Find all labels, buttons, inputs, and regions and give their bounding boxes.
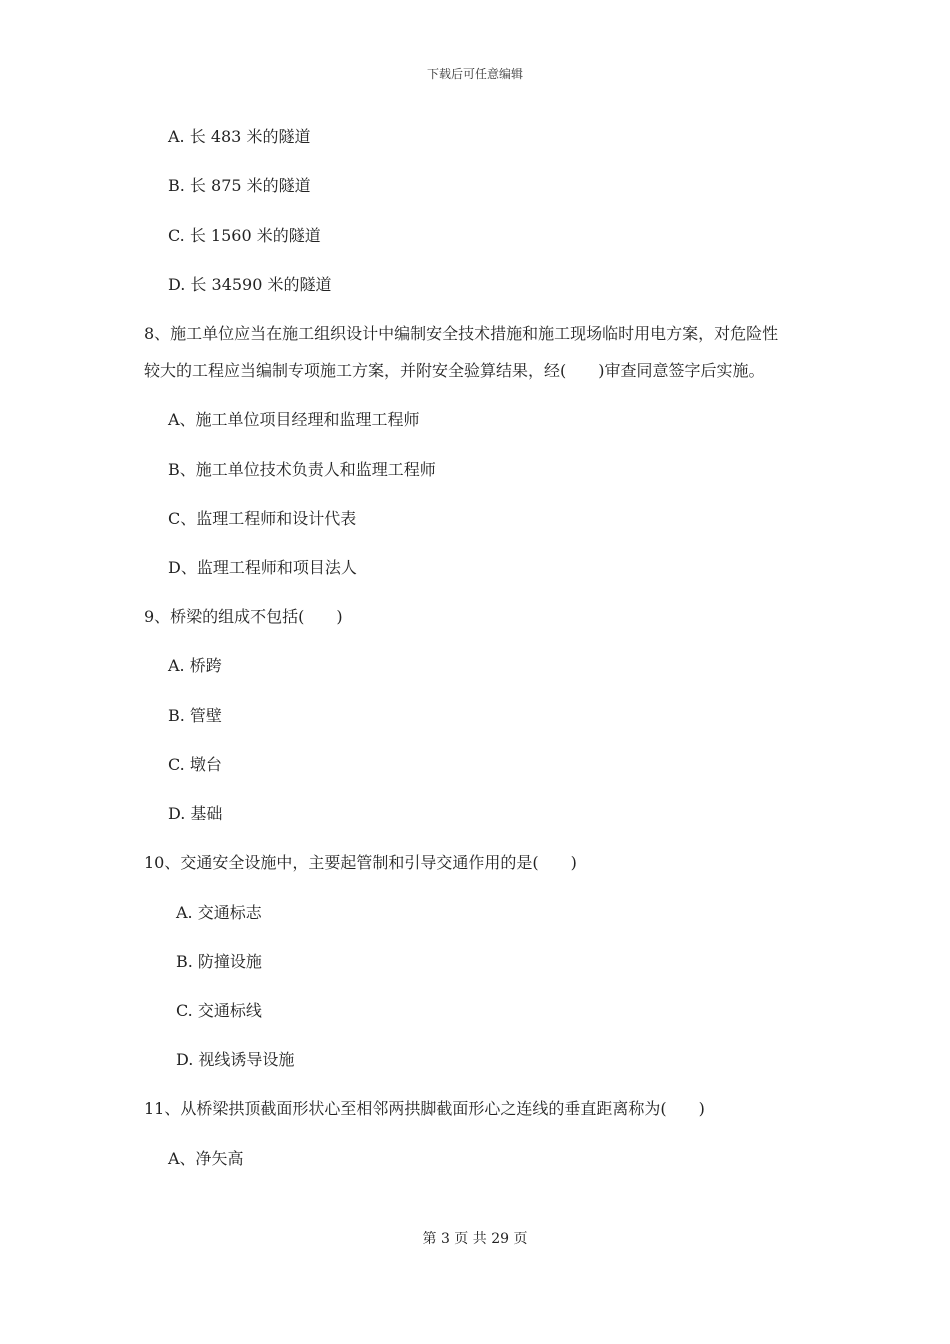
page-footer: 第 3 页 共 29 页: [422, 1231, 528, 1247]
option-10a: A. 交通标志: [176, 903, 262, 922]
option-7a: A. 长 483 米的隧道: [168, 127, 311, 146]
option-11a: A、净矢高: [168, 1149, 244, 1168]
option-8a: A、施工单位项目经理和监理工程师: [168, 410, 420, 429]
option-10d: D. 视线诱导设施: [176, 1050, 295, 1069]
question-8-line2: 较大的工程应当编制专项施工方案，并附安全验算结果，经( )审查同意签字后实施。: [144, 361, 765, 380]
option-10c: C. 交通标线: [176, 1001, 262, 1020]
question-9: 9、桥梁的组成不包括( ): [144, 607, 343, 626]
option-8b: B、施工单位技术负责人和监理工程师: [168, 460, 436, 479]
page-header: 下载后可任意编辑: [426, 67, 523, 81]
option-10b: B. 防撞设施: [176, 952, 262, 971]
option-9a: A. 桥跨: [168, 656, 222, 675]
option-7d: D. 长 34590 米的隧道: [168, 275, 332, 294]
option-9c: C. 墩台: [168, 755, 222, 774]
question-11: 11、从桥梁拱顶截面形状心至相邻两拱脚截面形心之连线的垂直距离称为( ): [144, 1099, 705, 1118]
option-8c: C、监理工程师和设计代表: [168, 509, 357, 528]
question-8-line1: 8、施工单位应当在施工组织设计中编制安全技术措施和施工现场临时用电方案，对危险性: [144, 324, 779, 343]
option-7b: B. 长 875 米的隧道: [168, 176, 311, 195]
option-7c: C. 长 1560 米的隧道: [168, 226, 321, 245]
option-9b: B. 管壁: [168, 706, 222, 725]
option-9d: D. 基础: [168, 804, 223, 823]
option-8d: D、监理工程师和项目法人: [168, 558, 357, 577]
question-10: 10、交通安全设施中，主要起管制和引导交通作用的是( ): [144, 853, 577, 872]
